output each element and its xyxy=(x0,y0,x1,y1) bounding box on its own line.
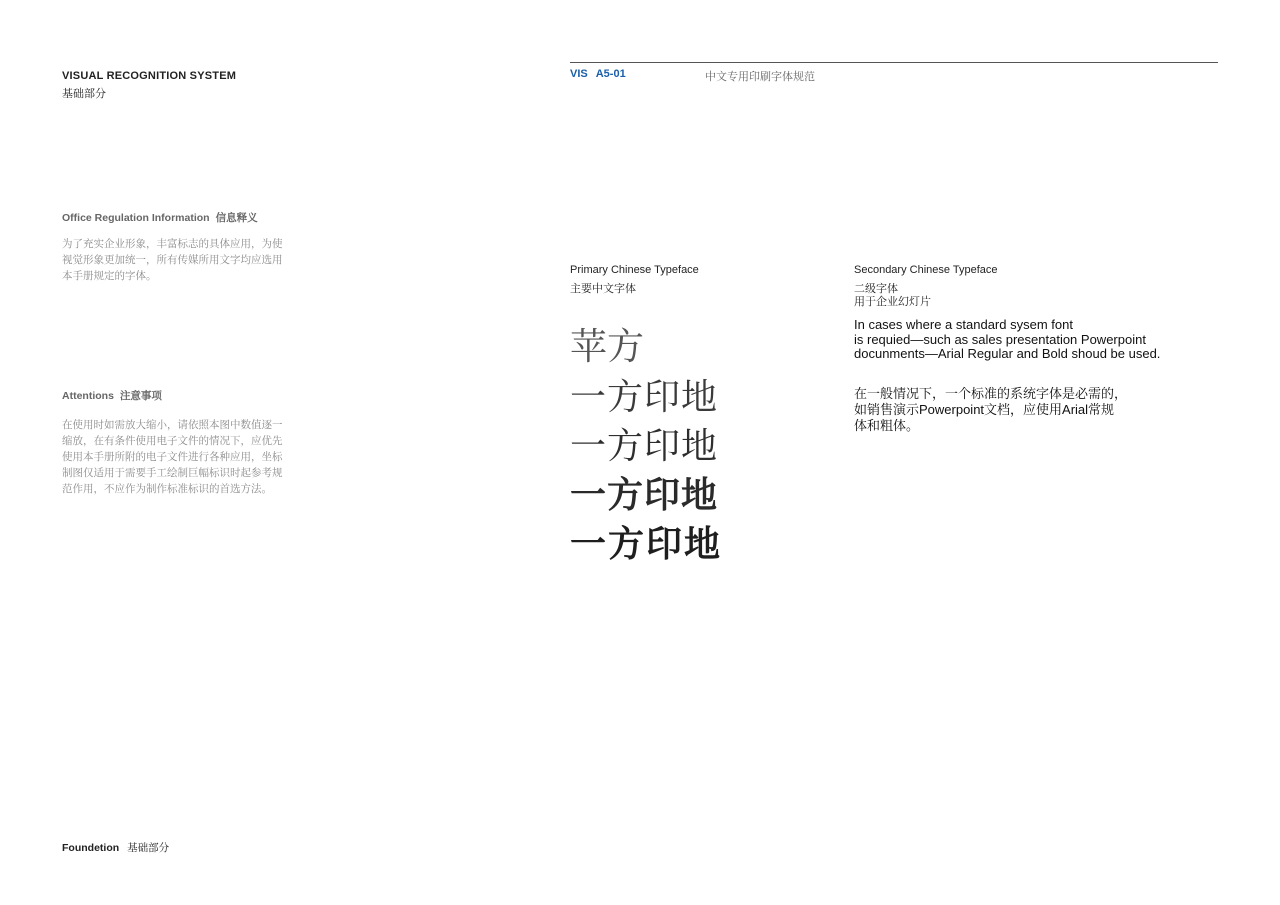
page-title: 中文专用印刷字体规范 xyxy=(705,71,815,83)
attentions-heading-en: Attentions xyxy=(62,390,114,402)
attentions-line: 缩放，在有条件使用电子文件的情况下，应优先 xyxy=(62,435,283,447)
secondary-description-cn-line: 如销售演示Powerpoint文档，应使用Arial常规 xyxy=(854,402,1115,417)
page-code-number: A5-01 xyxy=(595,68,626,80)
brand-title: VISUAL RECOGNITION SYSTEM xyxy=(62,70,237,82)
primary-font-name: 苹方 xyxy=(570,325,644,368)
attentions-line: 使用本手册所附的电子文件进行各种应用，坐标 xyxy=(62,451,283,463)
office-info-heading-cn: 信息释义 xyxy=(215,212,258,224)
secondary-description-en-line: docunments—Arial Regular and Bold shoud be used. xyxy=(854,346,1161,361)
attentions-line: 在使用时如需放大缩小，请依照本图中数值逐一 xyxy=(62,419,283,431)
office-info-body xyxy=(62,236,290,284)
header-rule xyxy=(570,62,1218,63)
secondary-description-en-line: In cases where a standard sysem font xyxy=(854,317,1073,332)
font-sample-medium: 一方印地 xyxy=(570,475,719,516)
office-info-line: 本手册规定的字体。 xyxy=(62,270,157,282)
office-info-heading-en: Office Regulation Information xyxy=(62,212,210,224)
attentions-heading xyxy=(62,388,162,403)
office-info-heading xyxy=(62,210,258,225)
primary-typeface-label-cn: 主要中文字体 xyxy=(570,283,636,295)
secondary-description-cn xyxy=(854,386,1164,434)
page-footer xyxy=(62,840,169,855)
secondary-description-cn-line: 体和粗体。 xyxy=(854,418,920,433)
attentions-line: 制图仅适用于需要手工绘制巨幅标识时起参考规 xyxy=(62,467,283,479)
font-sample-regular: 一方印地 xyxy=(570,426,719,467)
attentions-heading-cn: 注意事项 xyxy=(119,390,162,402)
secondary-typeface-label-en: Secondary Chinese Typeface xyxy=(854,264,998,276)
footer-cn: 基础部分 xyxy=(127,842,170,854)
brand-subtitle: 基础部分 xyxy=(62,88,106,100)
secondary-description-en xyxy=(854,318,1214,362)
attentions-line: 范作用，不应作为制作标准标识的首选方法。 xyxy=(62,483,272,495)
page-code-vis: VIS xyxy=(570,68,588,80)
primary-typeface-label-en: Primary Chinese Typeface xyxy=(570,264,699,276)
attentions-body xyxy=(62,417,290,497)
secondary-typeface-label-cn: 二级字体 xyxy=(854,283,898,295)
footer-en: Foundetion xyxy=(62,842,120,854)
font-sample-bold: 一方印地 xyxy=(570,524,723,565)
secondary-description-cn-line: 在一般情况下，一个标准的系统字体是必需的， xyxy=(854,386,1128,401)
page-code xyxy=(570,68,626,80)
secondary-typeface-usage: 用于企业幻灯片 xyxy=(854,296,931,308)
secondary-description-en-line: is requied—such as sales presentation Powerpoint xyxy=(854,331,1146,347)
font-sample-light: 一方印地 xyxy=(570,377,719,418)
office-info-line: 视觉形象更加统一，所有传媒所用文字均应选用 xyxy=(62,254,283,266)
office-info-line: 为了充实企业形象，丰富标志的具体应用，为使 xyxy=(62,238,283,250)
